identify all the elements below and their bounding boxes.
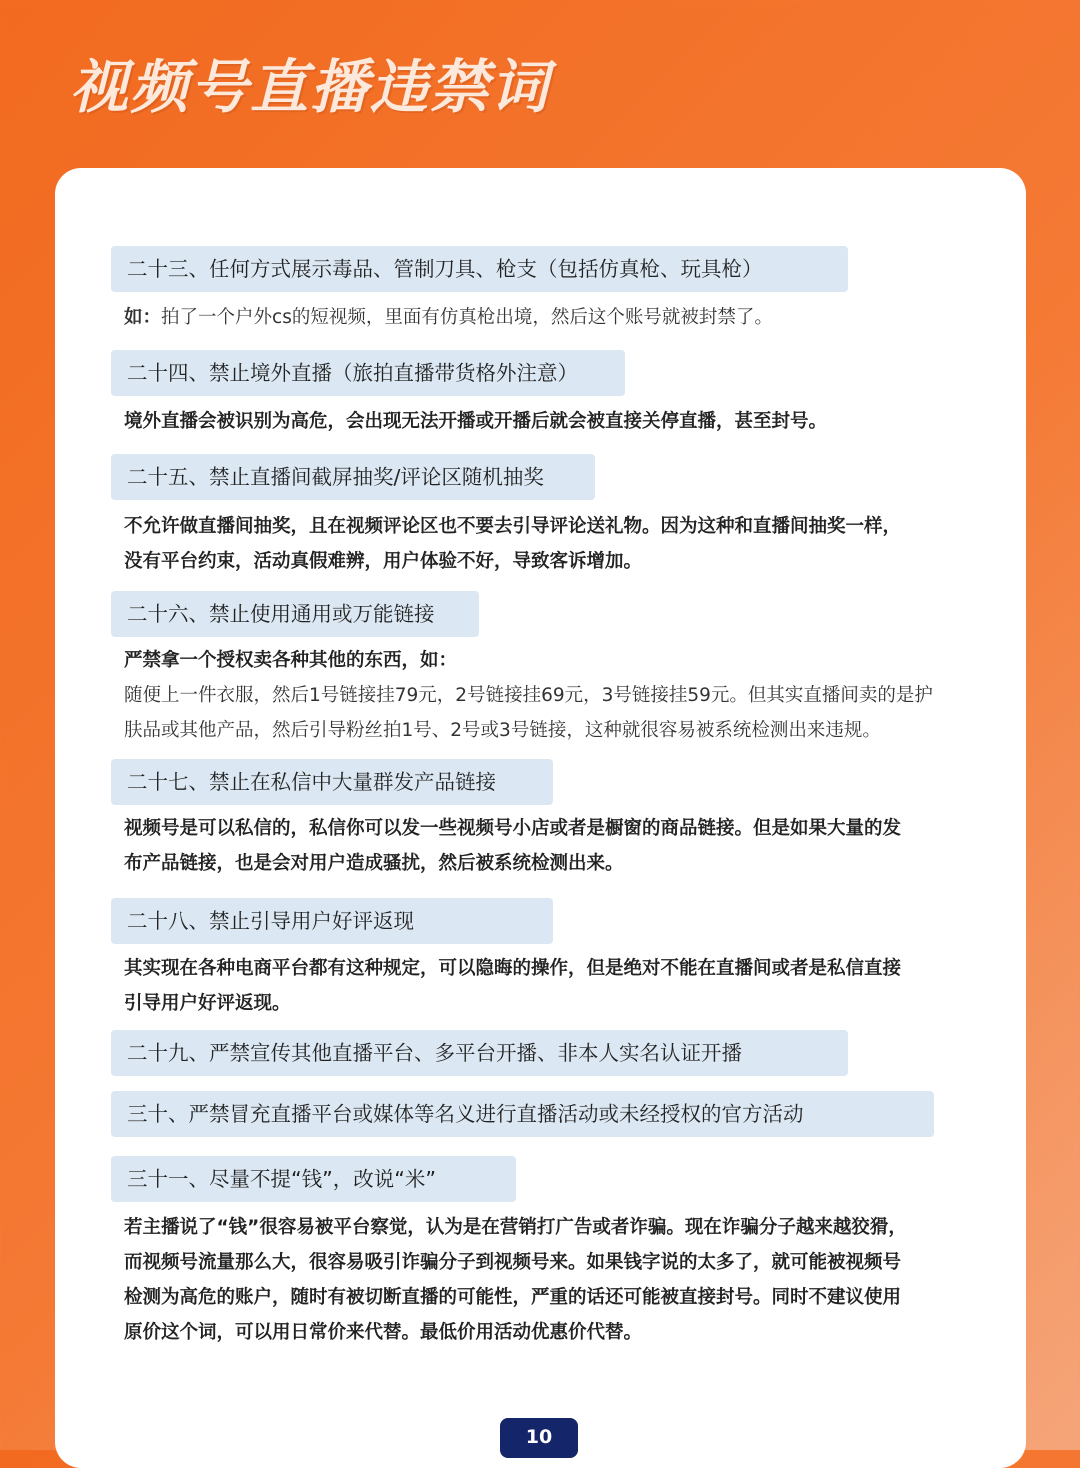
section-31-line-3: 检测为高危的账户，随时有被切断直播的可能性，严重的话还可能被直接封号。同时不建议使用 bbox=[124, 1287, 902, 1308]
section-31-heading: 三十一、尽量不提“钱”，改说“米” bbox=[111, 1156, 516, 1202]
section-30-heading: 三十、严禁冒充直播平台或媒体等名义进行直播活动或未经授权的官方活动 bbox=[111, 1091, 934, 1137]
example-label: 如： bbox=[124, 307, 162, 328]
page-number-badge: 10 bbox=[500, 1418, 578, 1458]
section-31-line-2: 而视频号流量那么大，很容易吸引诈骗分子到视频号来。如果钱字说的太多了，就可能被视频号 bbox=[124, 1252, 902, 1273]
page-title: 视频号直播违禁词 bbox=[70, 53, 551, 121]
section-27-body bbox=[124, 811, 964, 881]
section-28-heading: 二十八、禁止引导用户好评返现 bbox=[111, 898, 553, 944]
section-31-line-4: 原价这个词，可以用日常价来代替。最低价用活动优惠价代替。 bbox=[124, 1322, 643, 1343]
section-24-line-1: 境外直播会被识别为高危，会出现无法开播或开播后就会被直接关停直播，甚至封号。 bbox=[124, 411, 828, 432]
section-25-line-1: 不允许做直播间抽奖，且在视频评论区也不要去引导评论送礼物。因为这种和直播间抽奖一样， bbox=[124, 516, 902, 537]
section-26-line-2: 肤品或其他产品，然后引导粉丝拍1号、2号或3号链接，这种就很容易被系统检测出来违规。 bbox=[124, 720, 881, 741]
section-26-lead: 严禁拿一个授权卖各种其他的东西，如： bbox=[124, 650, 458, 671]
section-26-body bbox=[124, 643, 964, 748]
section-25-body bbox=[124, 509, 964, 579]
section-23-text: 拍了一个户外cs的短视频，里面有仿真枪出境，然后这个账号就被封禁了。 bbox=[161, 307, 773, 328]
section-28-body bbox=[124, 951, 964, 1021]
section-23-body bbox=[124, 300, 964, 335]
section-28-line-2: 引导用户好评返现。 bbox=[124, 993, 291, 1014]
section-24-heading: 二十四、禁止境外直播（旅拍直播带货格外注意） bbox=[111, 350, 625, 396]
section-24-body bbox=[124, 404, 964, 439]
section-28-line-1: 其实现在各种电商平台都有这种规定，可以隐晦的操作，但是绝对不能在直播间或者是私信直接 bbox=[124, 958, 902, 979]
section-25-line-2: 没有平台约束，活动真假难辨，用户体验不好，导致客诉增加。 bbox=[124, 551, 643, 572]
section-26-heading: 二十六、禁止使用通用或万能链接 bbox=[111, 591, 479, 637]
section-27-line-2: 布产品链接，也是会对用户造成骚扰，然后被系统检测出来。 bbox=[124, 853, 624, 874]
section-31-body bbox=[124, 1210, 964, 1350]
section-25-heading: 二十五、禁止直播间截屏抽奖/评论区随机抽奖 bbox=[111, 454, 595, 500]
section-31-line-1: 若主播说了“钱”很容易被平台察觉，认为是在营销打广告或者诈骗。现在诈骗分子越来越狡猾， bbox=[124, 1217, 907, 1238]
section-27-line-1: 视频号是可以私信的，私信你可以发一些视频号小店或者是橱窗的商品链接。但是如果大量的发 bbox=[124, 818, 902, 839]
section-23-heading: 二十三、任何方式展示毒品、管制刀具、枪支（包括仿真枪、玩具枪） bbox=[111, 246, 848, 292]
section-29-heading: 二十九、严禁宣传其他直播平台、多平台开播、非本人实名认证开播 bbox=[111, 1030, 848, 1076]
section-27-heading: 二十七、禁止在私信中大量群发产品链接 bbox=[111, 759, 553, 805]
section-26-line-1: 随便上一件衣服，然后1号链接挂79元，2号链接挂69元，3号链接挂59元。但其实直播间卖的是护 bbox=[124, 685, 933, 706]
